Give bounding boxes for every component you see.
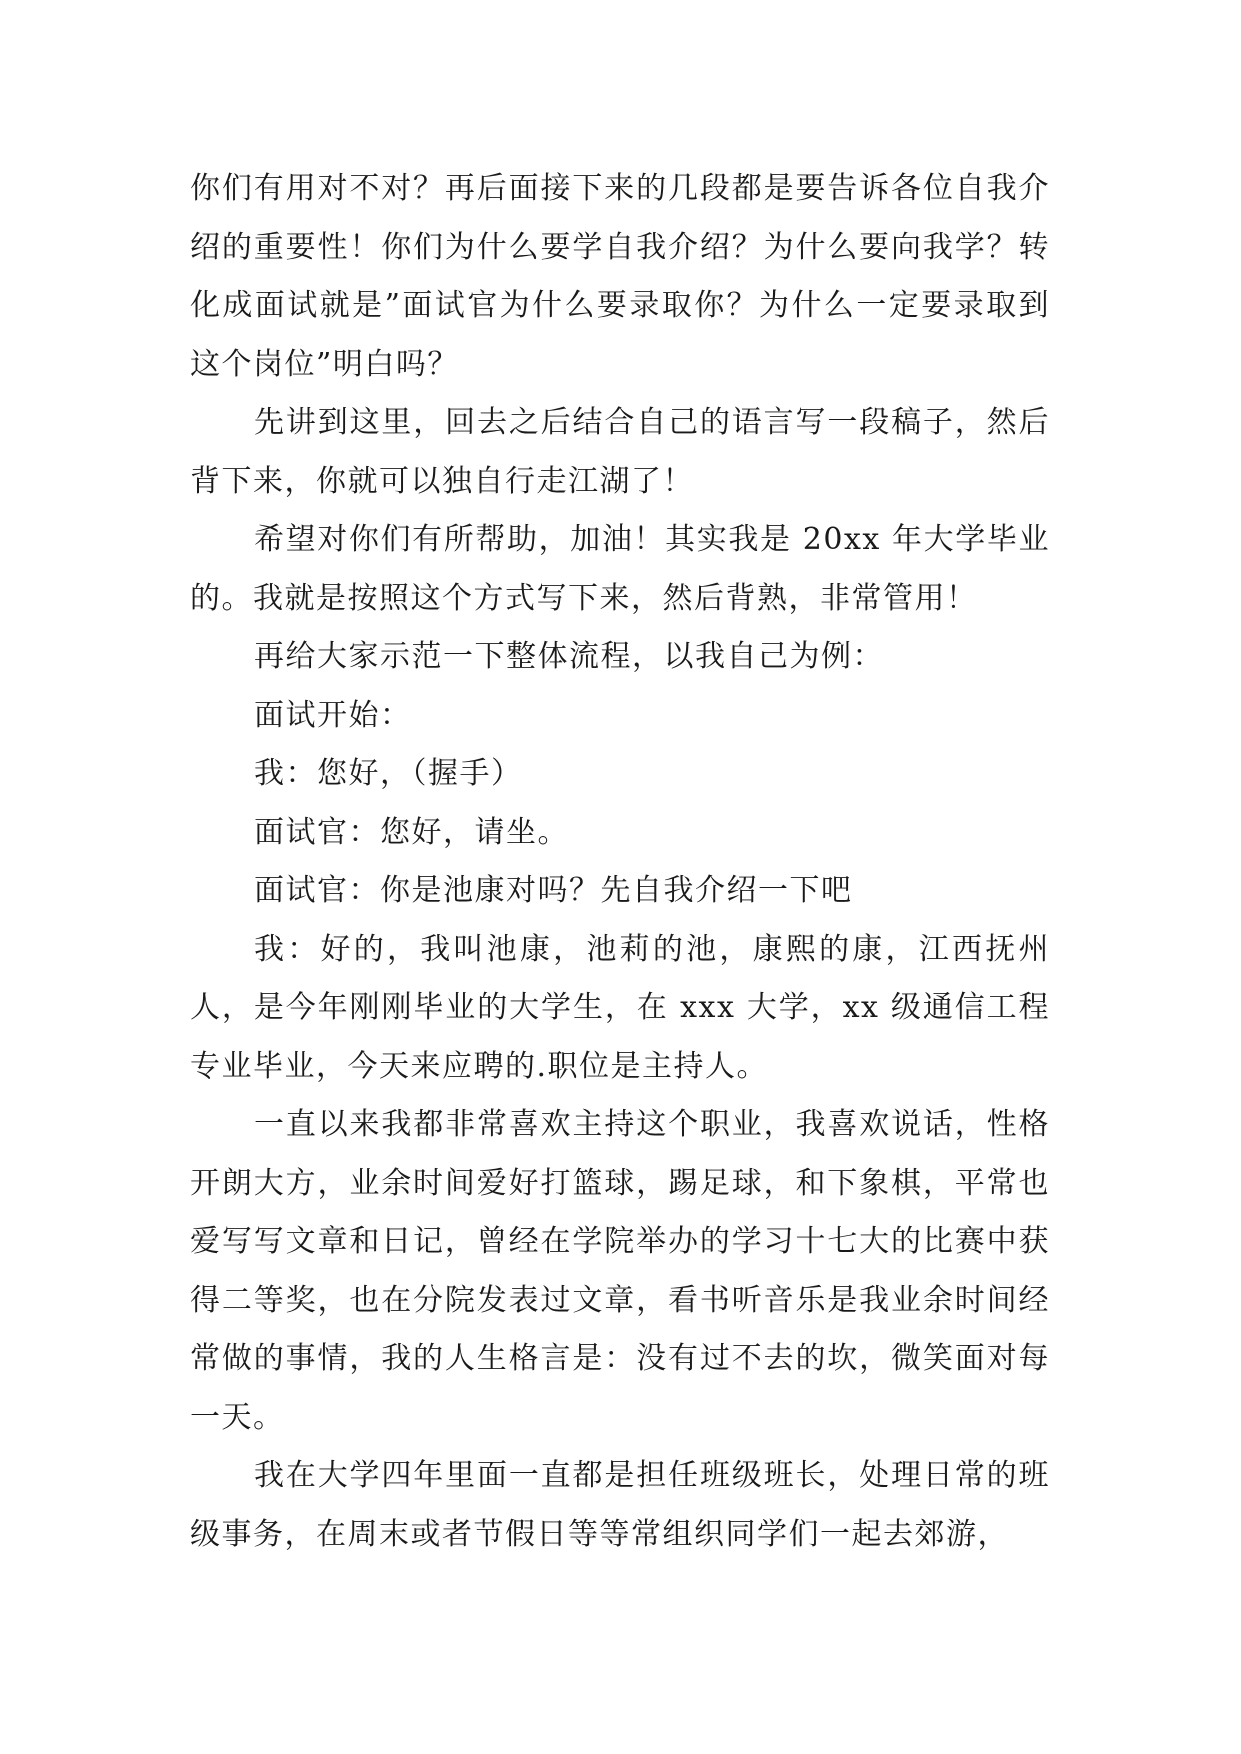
paragraph: 先讲到这里，回去之后结合自己的语言写一段稿子，然后背下来，你就可以独自行走江湖了！ bbox=[190, 405, 1050, 499]
paragraph: 一直以来我都非常喜欢主持这个职业，我喜欢说话，性格开朗大方，业余时间爱好打篮球，踢足球，和下象棋，平常也爱写写文章和日记，曾经在学院举办的学习十七大的比赛中获得二等奖，也在分院发表过文章，看书听音乐是我业余时间经常做的事情，我的人生格言是：没有过不去的坎，微笑面对每一天。 bbox=[190, 1107, 1050, 1435]
paragraph: 面试官：您好，请坐。 bbox=[254, 814, 569, 850]
paragraph: 面试官：你是池康对吗？先自我介绍一下吧 bbox=[254, 873, 853, 908]
paragraph: 希望对你们有所帮助，加油！其实我是 20xx 年大学毕业的。我就是按照这个方式写下来，然后背熟，非常管用！ bbox=[190, 522, 1050, 616]
paragraph: 我：您好，（握手） bbox=[254, 756, 523, 791]
paragraph: 你们有用对不对？再后面接下来的几段都是要告诉各位自我介绍的重要性！你们为什么要学自我介绍？为什么要向我学？转化成面试就是”面试官为什么要录取你？为什么一定要录取到这个岗位”明白吗？ bbox=[190, 171, 1050, 382]
document-body bbox=[190, 160, 1050, 1564]
paragraph: 再给大家示范一下整体流程，以我自己为例： bbox=[254, 639, 884, 674]
paragraph: 面试开始： bbox=[254, 697, 412, 733]
paragraph: 我在大学四年里面一直都是担任班级班长，处理日常的班级事务，在周末或者节假日等等常组织同学们一起去郊游， bbox=[190, 1458, 1050, 1552]
paragraph: 我：好的，我叫池康，池莉的池，康熙的康，江西抚州人，是今年刚刚毕业的大学生，在 xxx 大学，xx 级通信工程专业毕业，今天来应聘的.职位是主持人。 bbox=[190, 931, 1050, 1084]
